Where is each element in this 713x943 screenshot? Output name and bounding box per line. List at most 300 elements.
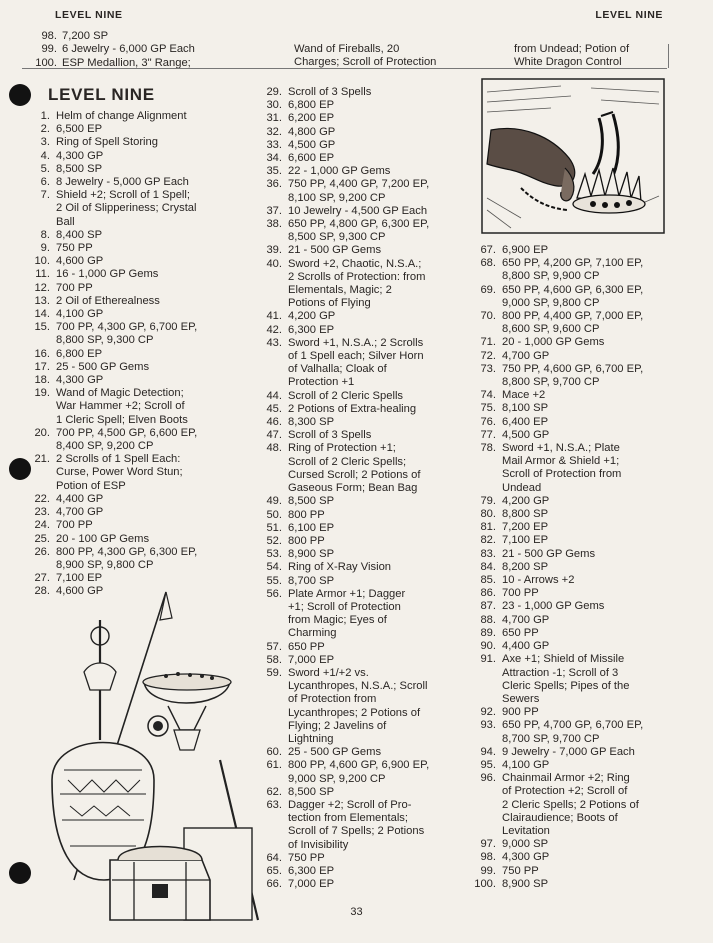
entry-text: 9,000 SP, 9,800 CP [502, 296, 600, 309]
entry-text: 6,100 EP [288, 521, 335, 534]
entry-number: 82. [480, 534, 496, 547]
treasure-entry [256, 852, 488, 865]
entry-number: 88. [480, 613, 496, 626]
entry-number: 92. [480, 706, 496, 719]
entry-number [256, 297, 288, 310]
treasure-entry-continuation [24, 400, 272, 413]
treasure-entry [256, 139, 488, 152]
entry-number [24, 414, 56, 427]
entry-number: 10. [34, 255, 50, 268]
treasure-entry [256, 99, 488, 112]
treasure-entry [256, 244, 488, 257]
entry-text: Sword +1/+2 vs. [288, 666, 369, 679]
treasure-entry [470, 495, 702, 508]
entry-text: 8,400 SP, 9,200 CP [56, 440, 154, 453]
entry-number: 14. [34, 308, 50, 321]
entry-number: 30. [266, 99, 282, 112]
entry-number: 26. [34, 545, 50, 558]
entry-text: 650 PP, 4,200 GP, 7,100 EP, [502, 257, 644, 270]
treasure-entry [470, 363, 702, 376]
entry-text: 8 Jewelry - 5,000 GP Each [56, 176, 189, 189]
treasure-entry [256, 429, 488, 442]
treasure-entry [470, 640, 702, 653]
treasure-entry [24, 361, 272, 374]
entry-text: 7,100 EP [56, 572, 103, 585]
entry-text: 700 PP [56, 519, 93, 532]
entry-text: 8,900 SP [502, 877, 549, 890]
entry-number: 41. [266, 310, 282, 323]
entry-text: 21 - 500 GP Gems [288, 244, 382, 257]
treasure-entry [470, 851, 702, 864]
entry-text: of Protection from [288, 693, 377, 706]
entry-text: Lycanthropes, N.S.A.; Scroll [288, 680, 428, 693]
entry-text: 22 - 1,000 GP Gems [288, 165, 391, 178]
entry-number: 80. [480, 508, 496, 521]
entry-text: Potions of Flying [288, 297, 371, 310]
entry-text: 800 PP, 4,400 GP, 7,000 EP, [502, 310, 644, 323]
entry-text: 700 PP, 4,500 GP, 6,600 EP, [56, 426, 198, 439]
binder-hole [9, 862, 31, 884]
entry-number: 9. [40, 242, 50, 255]
entry-number: 45. [266, 402, 282, 415]
treasure-entry [24, 533, 272, 546]
treasure-entry [256, 178, 488, 191]
treasure-entry [24, 348, 272, 361]
entry-number [24, 559, 56, 572]
entry-number: 18. [34, 374, 50, 387]
treasure-entry [470, 257, 702, 270]
entry-text: Elementals, Magic; 2 [288, 284, 392, 297]
entry-text: of Valhalla; Cloak of [288, 363, 387, 376]
treasure-entry [256, 126, 488, 139]
entry-text: Attraction -1; Scroll of 3 [502, 666, 619, 679]
entry-number: 70. [480, 310, 496, 323]
entry-text: 6,400 EP [502, 415, 549, 428]
entry-text: Sword +1, N.S.A.; Plate [502, 442, 620, 455]
treasure-entry [24, 387, 272, 400]
entry-text: 2 Scrolls of 1 Spell Each: [56, 453, 181, 466]
entry-number: 84. [480, 560, 496, 573]
entry-text: Ring of Protection +1; [288, 442, 396, 455]
entry-text: 6,800 EP [56, 347, 103, 360]
entry-text: Flying; 2 Javelins of [288, 719, 387, 732]
entry-text: Levitation [502, 824, 550, 837]
treasure-entry [470, 402, 702, 415]
entry-text: 25 - 500 GP Gems [56, 360, 150, 373]
treasure-entry-continuation [24, 480, 272, 493]
continuation-line: White Dragon Control [514, 56, 622, 69]
entry-number: 28. [34, 585, 50, 598]
treasure-column-3 [470, 244, 702, 891]
entry-text: 8,700 SP, 9,700 CP [502, 732, 600, 745]
entry-number [256, 376, 288, 389]
entry-number: 85. [480, 574, 496, 587]
entry-text: 7,200 EP [502, 521, 549, 534]
page-number: 33 [350, 906, 363, 918]
entry-number: 2. [40, 123, 50, 136]
entry-number [470, 297, 502, 310]
treasure-entry [470, 548, 702, 561]
entry-text: Lightning [288, 732, 334, 745]
treasure-entry [24, 506, 272, 519]
entry-number: 74. [480, 389, 496, 402]
entry-text: 4,100 GP [56, 308, 104, 321]
entry-text: Shield +2; Scroll of 1 Spell; [56, 189, 191, 202]
entry-number: 46. [266, 416, 282, 429]
entry-text: Chainmail Armor +2; Ring [502, 772, 630, 785]
entry-number: 71. [480, 336, 496, 349]
entry-number [256, 231, 288, 244]
entry-text: 8,500 SP [288, 495, 335, 508]
entry-text: 8,800 SP, 9,900 CP [502, 270, 600, 283]
treasure-entry [24, 163, 272, 176]
entry-number: 12. [34, 281, 50, 294]
treasure-entry [256, 641, 488, 654]
entry-number: 67. [480, 244, 496, 256]
entry-number [470, 667, 502, 680]
entry-number: 6. [40, 176, 50, 189]
entry-text: Lycanthropes; 2 Potions of [288, 706, 421, 719]
treasure-entry-continuation [470, 680, 702, 693]
treasure-entry [256, 403, 488, 416]
entry-text: 4,300 GP [56, 374, 104, 387]
entry-text: 800 PP [288, 508, 325, 521]
treasure-entry [256, 786, 488, 799]
treasure-entry-continuation [470, 376, 702, 389]
entry-text: 4,400 GP [56, 492, 104, 505]
treasure-entry [256, 310, 488, 323]
entry-number: 51. [266, 521, 282, 534]
treasure-entry-continuation [24, 466, 272, 479]
treasure-entry-continuation [470, 468, 702, 481]
entry-number: 29. [266, 86, 282, 98]
entry-text: +1; Scroll of Protection [288, 600, 401, 613]
treasure-column-2 [256, 86, 488, 891]
entry-text: Cleric Spells; Pipes of the [502, 679, 630, 692]
treasure-entry [470, 521, 702, 534]
entry-text: 4,400 GP [502, 640, 550, 653]
entry-number [470, 455, 502, 468]
entry-number: 38. [266, 218, 282, 231]
entry-number: 40. [266, 257, 282, 270]
entry-number: 98. [480, 851, 496, 864]
entry-number [256, 456, 288, 469]
treasure-entry [470, 746, 702, 759]
entry-number [256, 363, 288, 376]
entry-number [470, 680, 502, 693]
entry-number: 60. [266, 746, 282, 759]
treasure-entry-continuation [256, 482, 488, 495]
treasure-entry [256, 865, 488, 878]
entry-text: Ball [56, 215, 75, 228]
treasure-entry [256, 442, 488, 455]
entry-number: 8. [40, 228, 50, 241]
entry-text: Sword +1, N.S.A.; 2 Scrolls [288, 336, 424, 349]
treasure-entry-continuation [256, 693, 488, 706]
entry-text: Dagger +2; Scroll of Pro- [288, 798, 412, 811]
entry-text: 6,300 EP [288, 864, 335, 877]
entry-number: 78. [480, 442, 496, 455]
entry-text: 2 Oil of Slipperiness; Crystal [56, 202, 197, 215]
entry-text: 6,800 EP [288, 99, 335, 112]
treasure-entry-continuation [256, 680, 488, 693]
treasure-entry [470, 706, 702, 719]
treasure-entry-continuation [470, 825, 702, 838]
treasure-entry [256, 416, 488, 429]
entry-number: 13. [34, 294, 50, 307]
entry-text: 700 PP, 4,300 GP, 6,700 EP, [56, 321, 198, 334]
treasure-entry [470, 600, 702, 613]
entry-number: 44. [266, 389, 282, 402]
entry-text: 9 Jewelry - 7,000 GP Each [502, 745, 635, 758]
entry-text: 7,000 EP [288, 653, 335, 666]
entry-number: 62. [266, 785, 282, 798]
treasure-entry-continuation [256, 284, 488, 297]
entry-number [470, 693, 502, 706]
treasure-entry [24, 493, 272, 506]
entry-number: 31. [266, 112, 282, 125]
entry-number: 63. [266, 798, 282, 811]
treasure-entry-continuation [256, 601, 488, 614]
entry-text: 7,000 EP [288, 878, 335, 891]
treasure-entry [470, 574, 702, 587]
entry-number: 89. [480, 626, 496, 639]
entry-number: 69. [480, 283, 496, 296]
treasure-entry [470, 865, 702, 878]
treasure-entry [256, 878, 488, 891]
list-item: 99. 6 Jewelry - 6,000 GP Each [41, 43, 195, 56]
treasure-entry [24, 282, 272, 295]
entry-text: 8,800 SP, 9,300 CP [56, 334, 154, 347]
continuation-line: from Undead; Potion of [514, 43, 630, 55]
entry-number: 19. [34, 387, 50, 400]
binder-hole [9, 458, 31, 480]
entry-text: 9,000 SP [502, 838, 549, 851]
treasure-entry-continuation [256, 839, 488, 852]
treasure-entry [470, 429, 702, 442]
entry-text: 700 PP [502, 587, 539, 600]
entry-number [470, 376, 502, 389]
entry-number [24, 216, 56, 229]
entry-number [256, 271, 288, 284]
entry-number: 97. [480, 838, 496, 851]
treasure-entry [256, 561, 488, 574]
entry-number [470, 468, 502, 481]
treasure-entry [470, 878, 702, 891]
entry-number: 93. [480, 719, 496, 732]
entry-number: 16. [34, 347, 50, 360]
entry-text: 4,700 GP [56, 506, 104, 519]
treasure-entry-continuation [470, 799, 702, 812]
treasure-entry [256, 324, 488, 337]
entry-text: 7,100 EP [502, 534, 549, 547]
treasure-entry [256, 205, 488, 218]
entry-number: 54. [266, 561, 282, 574]
treasure-entry-continuation [470, 455, 702, 468]
entry-number: 68. [480, 257, 496, 270]
entry-number [256, 350, 288, 363]
entry-number: 17. [34, 360, 50, 373]
entry-number: 79. [480, 494, 496, 507]
treasure-entry [256, 548, 488, 561]
continuation-line: Charges; Scroll of Protection [294, 56, 437, 69]
list-item: 98. 7,200 SP [41, 30, 109, 42]
binder-hole [9, 84, 31, 106]
treasure-entry-continuation [256, 812, 488, 825]
entry-text: War Hammer +2; Scroll of [56, 400, 185, 413]
entry-number [256, 284, 288, 297]
entry-text: 4,300 GP [502, 851, 550, 864]
entry-text: Scroll of Protection from [502, 468, 622, 481]
entry-number: 32. [266, 125, 282, 138]
entry-number: 56. [266, 587, 282, 600]
entry-text: 4,500 GP [288, 138, 336, 151]
treasure-entry [24, 268, 272, 281]
entry-text: Mace +2 [502, 389, 546, 402]
treasure-entry-continuation [24, 440, 272, 453]
treasure-entry [256, 588, 488, 601]
treasure-entry [470, 561, 702, 574]
entry-number: 49. [266, 495, 282, 508]
treasure-entry [24, 374, 272, 387]
entry-number: 58. [266, 653, 282, 666]
treasure-entry-continuation [256, 773, 488, 786]
entry-number: 1. [40, 110, 50, 122]
entry-number: 20. [34, 426, 50, 439]
entry-text: 700 PP [56, 281, 93, 294]
entry-number: 99. [480, 864, 496, 877]
entry-text: Wand of Magic Detection; [56, 387, 184, 400]
treasure-entry [470, 653, 702, 666]
entry-text: 650 PP, 4,800 GP, 6,300 EP, [288, 218, 430, 231]
entry-text: 8,200 SP [502, 560, 549, 573]
treasure-entry [470, 508, 702, 521]
entry-number: 27. [34, 572, 50, 585]
treasure-entry [256, 390, 488, 403]
entry-number: 48. [266, 442, 282, 455]
entry-number: 24. [34, 519, 50, 532]
entry-number: 55. [266, 574, 282, 587]
clawed-hand-crown-illustration [481, 78, 665, 234]
treasure-entry [24, 242, 272, 255]
entry-text: Plate Armor +1; Dagger [288, 587, 406, 600]
entry-number: 61. [266, 759, 282, 772]
treasure-column-1 [24, 110, 272, 599]
entry-number: 22. [34, 492, 50, 505]
treasure-entry [256, 667, 488, 680]
entry-text: 8,400 SP [56, 228, 103, 241]
treasure-entry-continuation [470, 270, 702, 283]
treasure-entry [470, 614, 702, 627]
entry-text: 2 Potions of Extra-healing [288, 402, 417, 415]
entry-text: Protection +1 [288, 376, 355, 389]
treasure-entry [256, 509, 488, 522]
entry-text: tection from Elementals; [288, 812, 409, 825]
divider [22, 68, 667, 69]
entry-number [256, 469, 288, 482]
entry-text: 9,000 SP, 9,200 CP [288, 772, 386, 785]
entry-text: 2 Cleric Spells; 2 Potions of [502, 798, 639, 811]
entry-number: 83. [480, 547, 496, 560]
entry-number [470, 733, 502, 746]
entry-number: 64. [266, 851, 282, 864]
entry-number [470, 799, 502, 812]
treasure-entry [24, 189, 272, 202]
entry-text: 8,900 SP [288, 548, 335, 561]
entry-text: Potion of ESP [56, 479, 126, 492]
entry-text: 6,200 EP [288, 112, 335, 125]
entry-number: 25. [34, 532, 50, 545]
treasure-entry [470, 336, 702, 349]
entry-number: 47. [266, 429, 282, 442]
treasure-entry-continuation [256, 707, 488, 720]
entry-number: 100. [474, 877, 496, 890]
treasure-entry [24, 308, 272, 321]
treasure-entry [24, 519, 272, 532]
entry-number: 66. [266, 878, 282, 891]
treasure-entry-continuation [256, 733, 488, 746]
treasure-entry-continuation [470, 297, 702, 310]
entry-number: 35. [266, 165, 282, 178]
entry-number: 91. [480, 653, 496, 666]
entry-text: of Invisibility [288, 838, 349, 851]
entry-text: 750 PP, 4,400 GP, 7,200 EP, [288, 178, 430, 191]
continuation-right [514, 43, 674, 70]
entry-text: Charming [288, 627, 337, 640]
entry-text: 25 - 500 GP Gems [288, 746, 382, 759]
treasure-entry-continuation [470, 785, 702, 798]
entry-text: 800 PP, 4,300 GP, 6,300 EP, [56, 545, 198, 558]
entry-number [256, 192, 288, 205]
entry-number: 75. [480, 402, 496, 415]
entry-text: 8,500 SP [288, 785, 335, 798]
entry-text: Clairaudience; Boots of [502, 811, 618, 824]
entry-number [470, 785, 502, 798]
list-item: 100. ESP Medallion, 3" Range; [35, 56, 191, 69]
treasure-pile-illustration [34, 580, 272, 930]
treasure-entry [470, 838, 702, 851]
entry-text: 4,200 GP [288, 310, 336, 323]
treasure-entry [256, 165, 488, 178]
entry-text: 650 PP, 4,600 GP, 6,300 EP, [502, 283, 644, 296]
divider [668, 44, 669, 68]
treasure-entry-continuation [256, 192, 488, 205]
running-header-right: LEVEL NINE [595, 9, 663, 21]
entry-number [470, 482, 502, 495]
treasure-entry [470, 772, 702, 785]
entry-text: 4,800 GP [288, 125, 336, 138]
treasure-entry-continuation [470, 323, 702, 336]
entry-text: Scroll of 2 Cleric Spells [288, 389, 404, 402]
entry-text: Sewers [502, 692, 540, 705]
entry-text: 8,600 SP, 9,600 CP [502, 323, 600, 336]
entry-text: 4,500 GP [502, 428, 550, 441]
entry-text: 20 - 1,000 GP Gems [502, 336, 605, 349]
treasure-entry-continuation [256, 376, 488, 389]
entry-number: 21. [34, 453, 50, 466]
entry-number [24, 440, 56, 453]
entry-text: Ring of Spell Storing [56, 136, 158, 149]
entry-number: 77. [480, 428, 496, 441]
entry-text: 4,700 GP [502, 349, 550, 362]
treasure-entry-continuation [256, 363, 488, 376]
treasure-entry [256, 799, 488, 812]
treasure-entry [256, 495, 488, 508]
entry-number [24, 480, 56, 493]
treasure-entry [470, 627, 702, 640]
treasure-entry [470, 389, 702, 402]
entry-text: 20 - 100 GP Gems [56, 532, 150, 545]
